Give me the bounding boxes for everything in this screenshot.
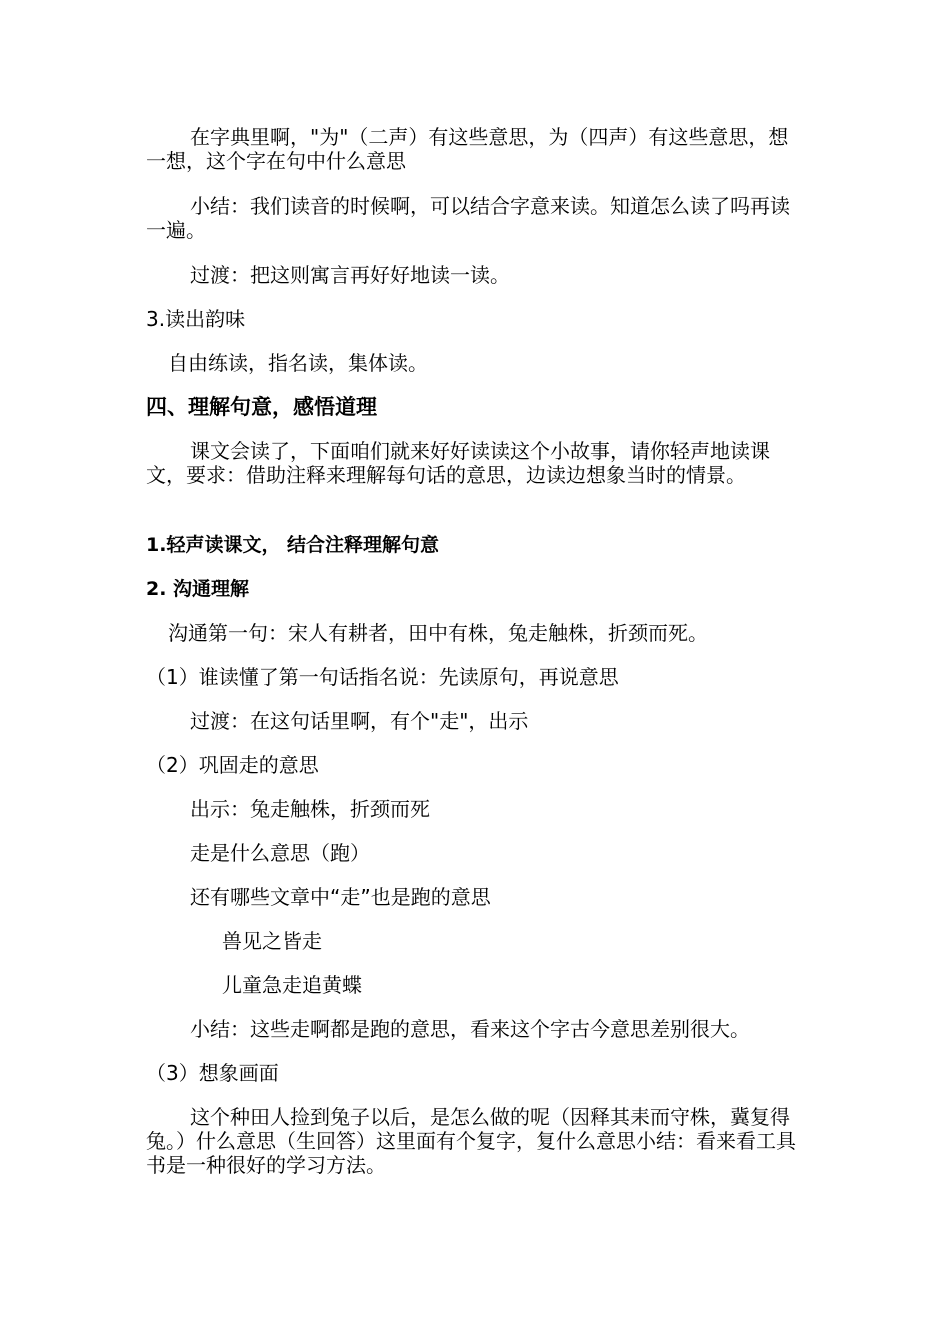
paragraph-transition-zou: 过渡：在这句话里啊，有个"走"，出示 [190,709,529,733]
paragraph-read-quietly: 课文会读了，下面咱们就来好好读读这个小故事，请你轻声地读课文，要求：借助注释来理解每句话的意思，边读边想象当时的情景。 [146,439,770,487]
question-3: （3）想象画面 [146,1061,279,1085]
paragraph-practice-reading: 自由练读，指名读，集体读。 [168,351,428,375]
paragraph-other-texts: 还有哪些文章中“走”也是跑的意思 [190,885,491,909]
list-item-3: 3.读出韵味 [146,307,246,331]
section-heading-4: 四、理解句意，感悟道理 [146,395,377,419]
subheading-2: 2. 沟通理解 [146,578,250,600]
paragraph-dictionary-meaning: 在字典里啊，"为"（二声）有这些意思，为（四声）有这些意思，想一想，这个字在句中什么意思 [146,125,789,173]
question-2: （2）巩固走的意思 [146,753,319,777]
paragraph-summary-reading: 小结：我们读音的时候啊，可以结合字意来读。知道怎么读了吗再读一遍。 [146,194,790,242]
subheading-1: 1.轻声读课文， 结合注释理解句意 [146,534,440,556]
paragraph-show-text: 出示：兔走触株，折颈而死 [190,797,430,821]
question-1: （1）谁读懂了第一句话指名说：先读原句，再说意思 [146,665,619,689]
paragraph-first-sentence: 沟通第一句：宋人有耕者，田中有株，兔走触株，折颈而死。 [168,621,708,645]
example-2: 儿童急走追黄蝶 [222,973,362,997]
paragraph-imagine-scene: 这个种田人捡到兔子以后，是怎么做的呢（因释其耒而守株，冀复得兔。）什么意思（生回答）这里面有个复字，复什么意思小结：看来看工具书是一种很好的学习方法。 [146,1105,796,1177]
example-1: 兽见之皆走 [222,929,322,953]
paragraph-zou-meaning: 走是什么意思（跑） [190,841,370,865]
paragraph-transition-reread: 过渡：把这则寓言再好好地读一读。 [190,263,510,287]
paragraph-summary-zou: 小结：这些走啊都是跑的意思，看来这个字古今意思差别很大。 [190,1017,750,1041]
